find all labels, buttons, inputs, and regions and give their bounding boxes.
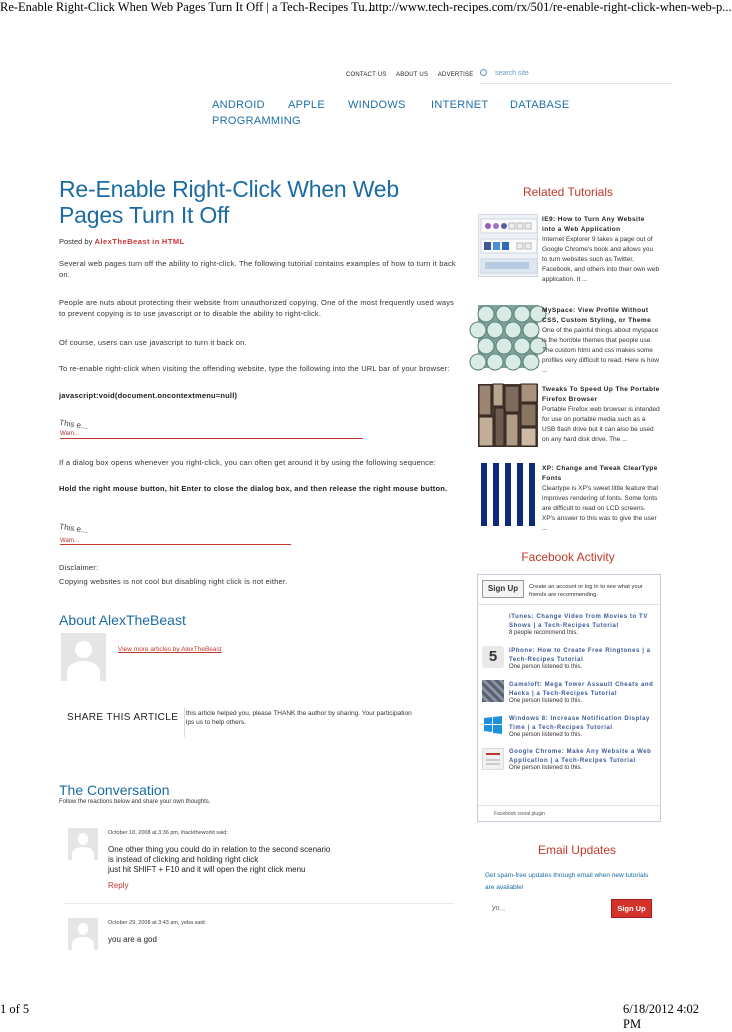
email-signup-button[interactable]: Sign Up: [611, 899, 652, 918]
game-icon: [482, 680, 504, 702]
related-thumbnail[interactable]: [478, 463, 538, 526]
avatar: [61, 633, 106, 681]
nav-android[interactable]: ANDROID: [212, 99, 265, 111]
divider-line: [60, 544, 291, 545]
embed-fragment: This e...: [58, 418, 89, 431]
related-title[interactable]: IE9: How to Turn Any Website into a Web Application: [542, 216, 645, 233]
about-us-link[interactable]: ABOUT US: [396, 72, 429, 78]
embed-fragment: This e...: [58, 522, 89, 535]
article-paragraph: Of course, users can use javascript to turn it back on.: [59, 338, 247, 347]
article-byline: [59, 237, 185, 246]
nav-database[interactable]: DATABASE: [510, 99, 570, 111]
article-paragraph: If a dialog box opens whenever you right-click, you can often get around it by using the following sequence:: [59, 458, 436, 467]
ios5-icon: 5: [482, 646, 504, 668]
search-placeholder: search site: [494, 70, 529, 77]
embed-fragment: Warn...: [60, 431, 80, 437]
facebook-item-title[interactable]: Gameloft: Mega Tower Assault Cheats and Hacks | a Tech-Recipes Tutorial: [509, 682, 654, 697]
print-page-title: Re-Enable Right-Click When Web Pages Turn It Off | a Tech-Recipes Tu...: [0, 0, 374, 14]
facebook-item-sub: One person listened to this.: [509, 732, 583, 738]
divider: [478, 604, 660, 605]
conversation-subtitle: Follow the reactions below and share your own thoughts.: [59, 799, 211, 805]
divider: [184, 707, 185, 737]
comment-line: is instead of clicking and holding right click: [108, 855, 259, 864]
comment-meta: October 29, 2008 at 3:43 am, yeba said:: [108, 920, 207, 926]
disclaimer-text: Copying websites is not cool but disabling right click is not either.: [59, 577, 288, 586]
facebook-item-sub: One person listened to this.: [509, 765, 583, 771]
comment-body: you are a god: [108, 935, 157, 944]
conversation-heading: The Conversation: [59, 782, 170, 798]
print-page-url: http://www.tech-recipes.com/rx/501/re-enable-right-click-when-web-p...: [369, 0, 732, 14]
related-title[interactable]: MySpace: View Profile Without CSS, Custom Styling, or Theme: [542, 307, 652, 324]
related-thumbnail[interactable]: [478, 305, 538, 368]
facebook-item-title[interactable]: iTunes: Change Video from Movies to TV Shows | a Tech-Recipes Tutorial: [509, 614, 648, 629]
facebook-item[interactable]: [509, 613, 655, 636]
share-label: SHARE THIS ARTICLE: [67, 712, 179, 723]
search-icon: [480, 69, 487, 76]
email-input[interactable]: yo...: [491, 904, 506, 913]
related-text: Cleartype is XP's sweet little feature that improves rendering of fonts. Some fonts are difficult to read on LCD screens. XP's answer to this was to give the user ...: [542, 485, 659, 532]
related-item[interactable]: [542, 306, 660, 376]
related-title[interactable]: Tweaks To Speed Up The Portable Firefox Browser: [542, 386, 660, 403]
nav-windows[interactable]: WINDOWS: [348, 99, 406, 111]
related-text: Internet Explorer 9 takes a page out of Google Chrome's book and allows you to turn websites such as Twitter, Facebook, and others into their own web application. It ...: [542, 236, 660, 283]
facebook-item-sub: One person listened to this.: [509, 698, 583, 704]
related-item[interactable]: [542, 385, 660, 445]
category-link[interactable]: HTML: [161, 237, 185, 246]
facebook-item[interactable]: [509, 748, 655, 771]
nav-programming[interactable]: PROGRAMMING: [212, 115, 301, 127]
article-title: Re-Enable Right-Click When Web Pages Turn It Off: [59, 176, 399, 228]
divider-line: [60, 438, 363, 439]
facebook-item-sub: One person listened to this.: [509, 664, 583, 670]
facebook-heading: Facebook Activity: [521, 550, 615, 564]
comment-line: One other thing you could do in relation to the second scenario: [108, 845, 331, 854]
facebook-item[interactable]: [509, 715, 655, 738]
related-item[interactable]: [542, 464, 660, 534]
related-heading: Related Tutorials: [522, 185, 614, 199]
divider: [478, 805, 660, 806]
print-page-number: 1 of 5: [0, 1002, 30, 1016]
facebook-signup-button[interactable]: Sign Up: [482, 580, 524, 598]
contact-us-link[interactable]: CONTACT US: [346, 72, 387, 78]
about-heading: About AlexTheBeast: [59, 612, 186, 628]
in-label: in: [152, 237, 160, 246]
facebook-item[interactable]: [509, 647, 655, 670]
comment-body: [108, 845, 330, 875]
facebook-item-sub: 8 people recommend this.: [509, 630, 579, 636]
chrome-icon: [482, 748, 504, 770]
embed-fragment: Warn...: [60, 538, 80, 544]
print-datetime: 6/18/2012 4:02 PM: [623, 1002, 700, 1031]
disclaimer-label: Disclaimer:: [59, 563, 99, 572]
article-paragraph: Hold the right mouse button, hit Enter to close the dialog box, and then release the right mouse button.: [59, 484, 448, 493]
facebook-plugin-label[interactable]: Facebook social plugin: [494, 811, 545, 817]
code-snippet: javascript:void(document.oncontextmenu=null): [59, 391, 238, 400]
comment-meta: October 18, 2008 at 3:36 pm, ihacktheworld said:: [108, 830, 228, 836]
facebook-item-title[interactable]: Windows 8: Increase Notification Display Time | a Tech-Recipes Tutorial: [509, 716, 650, 731]
nav-apple[interactable]: APPLE: [288, 99, 325, 111]
related-title[interactable]: XP: Change and Tweak ClearType Fonts: [542, 465, 658, 482]
view-more-articles-link[interactable]: View more articles by AlexTheBeast: [118, 646, 222, 653]
windows-icon: [482, 714, 504, 736]
advertise-link[interactable]: ADVERTISE: [437, 72, 474, 78]
facebook-item-title[interactable]: Google Chrome: Make Any Website a Web Application | a Tech-Recipes Tutorial: [509, 749, 652, 764]
email-heading: Email Updates: [537, 843, 617, 857]
article-paragraph: To re-enable right-click when visiting the offending website, type the following into the URL bar of your browser:: [59, 364, 450, 373]
facebook-item-title[interactable]: iPhone: How to Create Free Ringtones | a Tech-Recipes Tutorial: [509, 648, 651, 663]
avatar: [68, 828, 98, 860]
top-nav: [346, 72, 481, 78]
related-text: One of the painful things about myspace is the horrible themes that people use. The custom html and css makes some profiles very difficult to read. Here is how ...: [542, 327, 659, 374]
facebook-prompt: Create an account or log in to see what your friends are recommending.: [529, 584, 643, 598]
posted-prefix: Posted by: [59, 237, 93, 246]
comment-separator: [64, 903, 454, 904]
search-input[interactable]: [480, 68, 672, 84]
author-link[interactable]: AlexTheBeast: [94, 237, 151, 246]
article-paragraph: Several web pages turn off the ability to right-click. The following tutorial contains examples of how to turn it back on.: [59, 259, 456, 279]
related-item[interactable]: [542, 215, 660, 285]
related-thumbnail[interactable]: [478, 384, 538, 447]
comment-line: just hit SHIFT + F10 and it will open the right click menu: [108, 865, 306, 874]
related-text: Portable Firefox web browser is intended for use on portable media such as a USB flash drive but it can also be used on any hard disk drive. The ...: [542, 406, 660, 443]
nav-internet[interactable]: INTERNET: [431, 99, 489, 111]
related-thumbnail[interactable]: [478, 214, 538, 277]
avatar: [68, 918, 98, 950]
article-paragraph: People are nuts about protecting their website from unauthorized copying. One of the most frequently used ways to prevent copying is to use javascript or to disable the ability to right-click.: [59, 298, 455, 318]
email-text: Get spam-free updates through email when new tutorials are available!: [485, 872, 649, 891]
reply-link[interactable]: Reply: [108, 881, 129, 890]
facebook-item[interactable]: [509, 681, 655, 704]
share-text: this article helped you, please THANK the author by sharing. Your participation lps us to help others.: [186, 710, 412, 726]
